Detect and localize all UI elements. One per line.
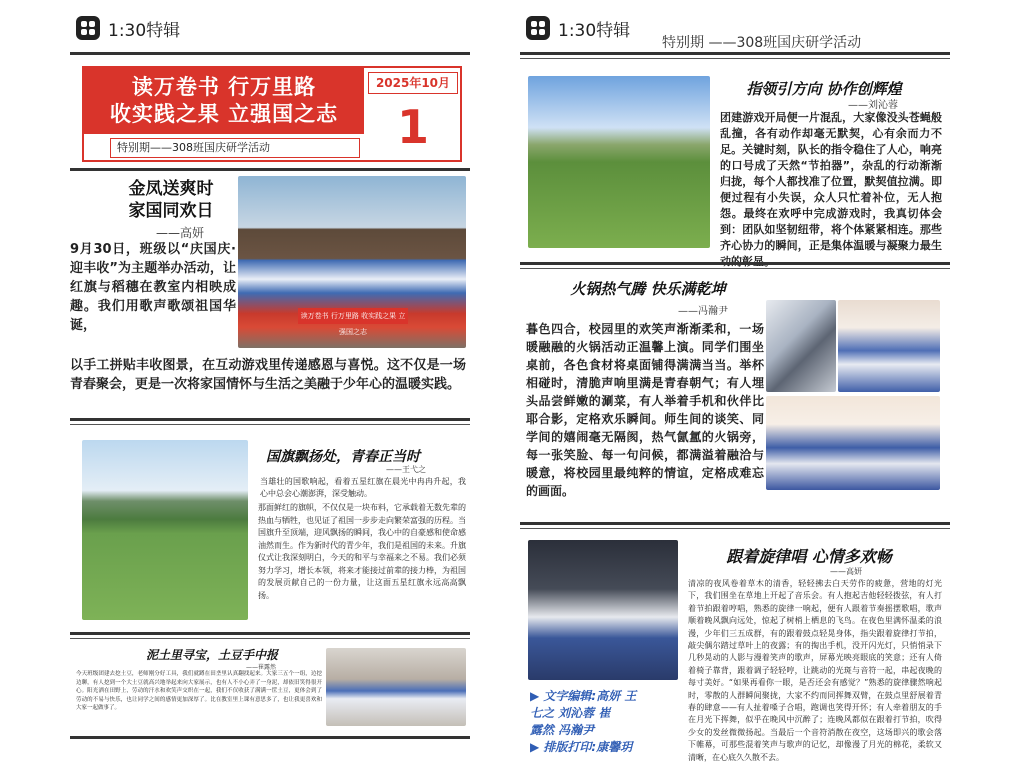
article1-body: 团建游戏开局便一片混乱，大家像没头苍蝇般乱撞，各有动作却毫无默契，心有余而力不足。关键时刻，队长的指令稳住了人心，响亮的口号成了天然“节拍器”，杂乱的行动渐渐归拢，每个人都找准了位置，默契值拉满。即便过程有小失误，众人只忙着补位，无人抱怨。最终在欢呼中完成游戏时，我真切体会到：团队如坚韧纽带，将个体紧紧相连。那些齐心协力的瞬间，正是集体温暖与凝聚力最生 — [720, 111, 942, 252]
app-grid-icon[interactable] — [526, 16, 550, 40]
section-rule-1 — [520, 262, 950, 265]
article3-body: 今天班级团建去挖土豆，老师刚分好工具，我们就蹲在田垄里认真翻找起来。大家三五个一组，边挖边聊，有人挖到一个大土豆就高兴地举起来向大家展示，也有人不小心弄了一身泥，却依旧笑得很开心。阳光洒在田野上，劳动的汗水和欢笑声交织在一起，我们不仅收获了满满一筐土豆，更体会到了劳动的不易与快乐，也让同学之间的感情更加深厚了。比在教室里上课有意思多了，也让我更喜欢和大家一起做事了。 — [76, 671, 322, 711]
section-rule-2 — [70, 418, 470, 421]
masthead-issue-number: 1 — [396, 100, 429, 154]
page-topbar — [526, 12, 630, 44]
top-rule — [520, 52, 950, 55]
masthead-title-block — [84, 68, 364, 134]
credits-line4: ▶ 排版打印:康馨玥 — [530, 740, 633, 754]
article2-author: ——王弋之 — [386, 465, 426, 474]
masthead — [82, 66, 462, 162]
app-grid-icon[interactable] — [76, 16, 100, 40]
header-subtitle: 特别期 ——308班国庆研学活动 — [662, 35, 862, 51]
credits — [530, 688, 690, 756]
article3-author: ——高妍 — [830, 567, 862, 576]
credits-line2: 七之 刘沁蓉 崔 — [530, 706, 611, 720]
section-rule-1 — [70, 168, 470, 171]
article3-body: 清凉的夜风卷着草木的清香，轻轻拂去白天劳作的疲惫，营地的灯光下，我们围坐在草地上开起了音乐会。有人抱起吉他轻轻拨弦，有人打着节拍跟着哼唱，熟悉的旋律一响起，便有人跟着节奏摇摆歌唱，歌声顺着晚风飘向远处，惊起了树梢上栖息的飞鸟。在夜色里满怀温柔的浪漫，少年们三五成群，有的跟着鼓点轻晃身体，指尖跟着旋律打节拍，敲尖偶尔踏过草叶上的夜露；有的掏出手机，没开闪光灯，只悄悄录下几秒晃动的人影与漫着笑声的歌声，屏幕光映亮眼底的笑意；还有人倚着椅子靠背，跟着调子轻轻哼，让跳动的光斑与音符一起，串起夜晚的每寸美好。“如果再看你一眼，是否还会有感觉？”熟悉的旋律骤然响起时，零散的人群瞬间聚拢，大家不约而同挥舞双臂，在鼓点里舒展着青春的肆意——有人扯着嗓子合唱，跑调也笑得开怀；有人牵着朋友的手在月光下挥舞，似乎在晚风中沉醉了；连晚风都似在跟着打节拍，吹得少女的发丝微微扬起。当最后一个音符消散在夜空，这场即兴的歌会落下帷幕，可那些混着笑声与歌声的记忆，却像漫了月光的棉花，柔软又清晰，在心底久久散不去。 — [688, 579, 942, 762]
photo-flag-raising — [82, 440, 248, 620]
section-rule-2 — [520, 522, 950, 525]
masthead-line1: 读万卷书 行万里路 — [131, 75, 317, 99]
page-topbar — [76, 12, 180, 44]
article3-title: 泥土里寻宝，土豆手中报 — [145, 648, 278, 662]
article2-title: 国旗飘扬处，青春正当时 — [266, 449, 420, 465]
masthead-line2: 收实践之果 立强国之志 — [109, 102, 339, 126]
article1-title-line1: 金凤送爽时 — [128, 179, 214, 199]
article2-author: ——冯瀚尹 — [678, 306, 728, 317]
article1-body-short: 9月30日，班级以“庆国庆·迎丰收”为主题举办活动，让红旗与稻穗在教室内相映成趣。我们用歌声歌颂祖国华诞， — [70, 242, 236, 333]
photo-hotpot-group1 — [838, 300, 940, 392]
article2-p1: 当雄壮的国歌响起，看着五星红旗在晨光中冉冉升起，我心中总会心潮澎湃，深受触动。 — [260, 477, 466, 498]
photo-hotpot-table — [766, 300, 836, 392]
article1-title-line2: 家国同欢日 — [128, 201, 214, 221]
section-rule-2b — [520, 528, 950, 529]
article1-title: 指领引方向 协作创辉煌 — [746, 80, 902, 98]
photo-potato-digging — [326, 648, 466, 726]
newsletter-page-left — [62, 0, 502, 767]
section-rule-3 — [70, 632, 470, 635]
article3-title: 跟着旋律唱 心情多欢畅 — [726, 547, 892, 566]
credits-line1: ▶ 文字编辑:高妍 王 — [530, 689, 637, 703]
top-rule — [70, 52, 470, 55]
article2-p2: 那面鲜红的旗帜，不仅仅是一块布料，它承载着无数先辈的热血与牺牲，也见证了祖国一步步走向繁荣富强的历程。当国旗升至顶端，迎风飘扬的瞬间，我心中的自豪感和使命感油然而生。作为新时代的青少年，我们是祖国的未来。升旗仪式让我深刻明白，今天的和平与幸福来之不易。我们必须努力学习，增长本领，将来才能接过前辈的接力棒，为祖国的发展贡献自己的一份力量，让这面五星红旗永远高高飘扬。 — [258, 503, 466, 600]
article3-author: ——崔露然 — [246, 664, 277, 671]
photo-class-gate — [238, 176, 466, 348]
photo-team-game — [528, 76, 710, 248]
article1-title — [96, 178, 246, 222]
article2-title: 火锅热气腾 快乐满乾坤 — [570, 280, 726, 298]
photo-banner: 读万卷书 行万里路 收实践之果 立强国之志 — [298, 308, 408, 324]
topbar-title: 1:30特辑 — [108, 20, 181, 41]
topbar-title: 1:30特辑 — [558, 20, 631, 41]
section-rule-3b — [70, 638, 470, 639]
article2-body: 暮色四合，校园里的欢笑声渐渐柔和，一场暖融融的火锅活动正温馨上演。同学们围坐桌前，各色食材将桌面铺得满满当当。举杯相碰时，清脆声响里满是青春朝气；有人埋头品尝鲜嫩的涮菜，有人举着手机和伙伴比耶合影，定格欢乐瞬间。师生间的谈笑、同学间的嬉闹毫无隔阂，热气氤氲的火锅旁，每一张笑脸、每一句问候，都满溢着融洽与暖意，将校园里最纯粹的情谊，定格成难忘的画面。 — [526, 322, 764, 498]
section-rule-2b — [70, 424, 470, 425]
photo-night-singing — [528, 540, 678, 680]
bottom-rule — [70, 736, 470, 739]
masthead-subtitle: 特别期——308班国庆研学活动 — [110, 138, 360, 158]
section-rule-1b — [520, 268, 950, 269]
article1-author: ——高妍 — [156, 226, 205, 240]
newsletter-page-right — [512, 0, 952, 767]
credits-line3: 露然 冯瀚尹 — [530, 723, 595, 737]
article1-author: ——刘沁蓉 — [848, 100, 898, 111]
masthead-date: 2025年10月 — [368, 72, 458, 94]
photo-hotpot-group2 — [766, 396, 940, 490]
top-rule-b — [520, 58, 950, 59]
article1-body-full: 以手工拼贴丰收图景，在互动游戏里传递感恩与喜悦。这不仅是一场青春聚会，更是一次将家国情怀与生活之美融于少年心的温暖实践。 — [70, 358, 466, 392]
